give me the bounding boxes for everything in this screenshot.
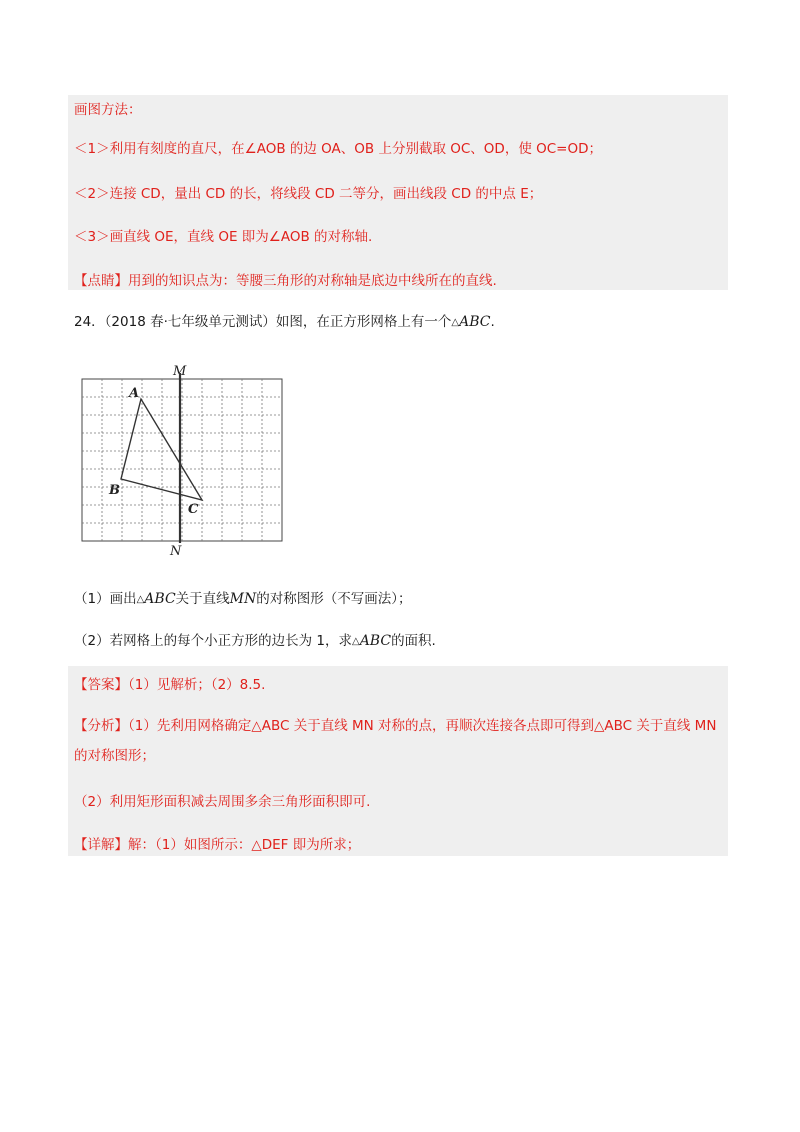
triangle-symbol: △ [451, 317, 460, 328]
q2-abc-label: ABC [359, 633, 392, 649]
q2-prefix: （2）若网格上的每个小正方形的边长为 1，求 [74, 633, 352, 649]
q2-suffix: 的面积. [391, 633, 436, 649]
analysis-part-2: （2）利用矩形面积减去周围多余三角形面积即可. [74, 794, 371, 810]
grid-figure [76, 363, 291, 558]
label-m: M [173, 364, 187, 379]
problem-stem-text: 24．（2018 春·七年级单元测试）如图，在正方形网格上有一个 [74, 314, 452, 330]
q1-prefix: （1）画出 [74, 591, 137, 607]
detail-line: 【详解】解：（1）如图所示：△DEF 即为所求； [74, 837, 361, 853]
answer-line: 【答案】（1）见解析；（2）8.5. [74, 677, 266, 693]
q2-triangle-symbol: △ [351, 636, 360, 647]
analysis-part-1: 【分析】（1）先利用网格确定△ABC 关于直线 MN 对称的点，再顺次连接各点即可得到△ABC 关于直线 MN 的对称图形； [74, 718, 717, 764]
method-step-2: ＜2＞连接 CD，量出 CD 的长，将线段 CD 二等分，画出线段 CD 的中点 E； [74, 186, 543, 202]
method-heading: 画图方法： [74, 102, 142, 118]
label-c: C [188, 502, 199, 517]
triangle-abc [121, 399, 202, 500]
grid-lines [82, 379, 282, 541]
label-n: N [170, 544, 182, 558]
question-2 [74, 632, 436, 651]
q1-abc-label: ABC [144, 591, 176, 607]
q1-suffix: 的对称图形（不写画法）； [256, 591, 412, 607]
method-step-3: ＜3＞画直线 OE，直线 OE 即为∠AOB 的对称轴. [74, 229, 373, 245]
triangle-abc-label: ABC [459, 314, 491, 330]
point-note: 【点睛】用到的知识点为：等腰三角形的对称轴是底边中线所在的直线. [74, 273, 497, 289]
method-step-1: ＜1＞利用有刻度的直尺，在∠AOB 的边 OA、OB 上分别截取 OC、OD，使 OC=OD； [74, 141, 603, 157]
question-1 [74, 590, 412, 609]
label-b: B [109, 483, 120, 498]
q1-mid: 关于直线 [175, 591, 230, 607]
q1-mn-label: MN [229, 591, 257, 607]
problem-stem [74, 313, 495, 332]
q1-triangle-symbol: △ [136, 594, 145, 605]
stem-period: . [490, 314, 495, 330]
label-a: A [129, 386, 140, 401]
